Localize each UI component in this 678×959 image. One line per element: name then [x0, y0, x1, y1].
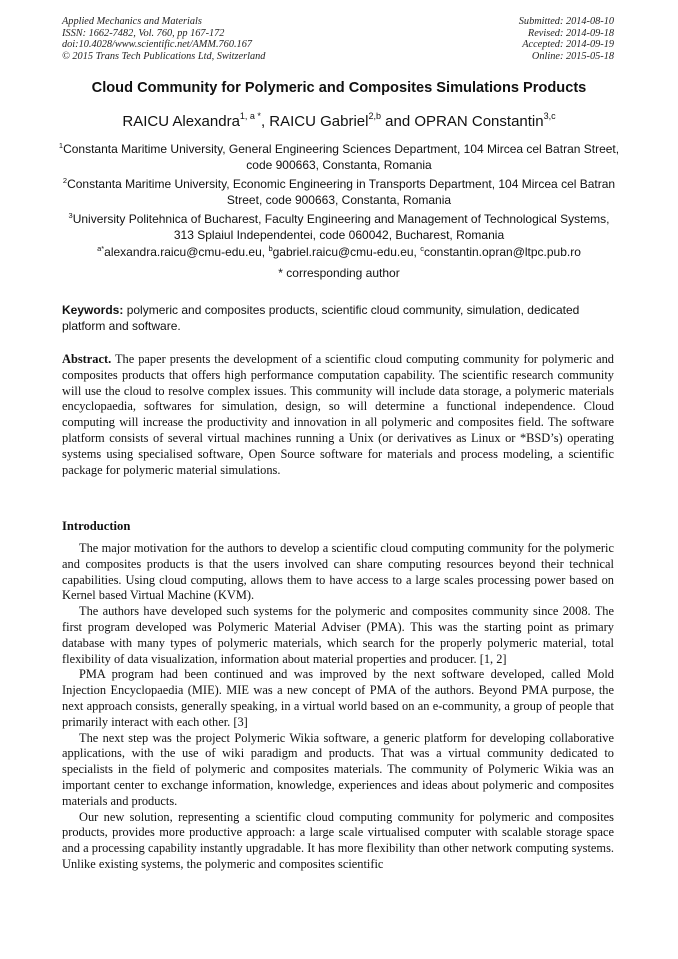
introduction-body — [62, 541, 614, 873]
date-submitted: Submitted: 2014-08-10 — [518, 16, 614, 27]
affiliation — [58, 173, 620, 208]
affiliation-number: 2 — [62, 176, 68, 185]
author-affil-mark: 2,b — [368, 111, 381, 121]
email-separator: , — [261, 245, 269, 259]
keywords-text: polymeric and composites products, scientific cloud community, simulation, dedicated platform and software. — [62, 303, 580, 333]
abstract-text: The paper presents the development of a scientific cloud computing community for polymeric and composites products that offers high performance computation capability. The scientific research community will use the cloud to resolve complex issues. This community will include data storage, a polymeric materials encyclopaedia, softwares for simulation, design, so will determine a functional independence. Cloud computing will increase the productivity and innovation in all polymeric and composites field. The software platform consists of several virtual machines running a Unix (or derivatives as Linux or *BSD’s) operating systems using specialised software, Open Source software for materials and process modeling, a scientific package for polymeric material simulations. — [62, 352, 614, 477]
affiliation-number: 1 — [58, 141, 64, 150]
email-mark: c — [420, 244, 424, 253]
author-emails — [40, 244, 638, 259]
date-accepted: Accepted: 2014-09-19 — [522, 39, 614, 51]
author-separator: and — [381, 113, 415, 130]
email-link[interactable]: alexandra.raicu@cmu-edu.eu — [104, 245, 262, 259]
corresponding-author-note: * corresponding author — [278, 266, 400, 280]
author-list — [40, 112, 638, 130]
affiliation-text: Constanta Maritime University, General Engineering Sciences Department, 104 Mircea cel Batran Street, code 900663, Constanta, Romania — [63, 142, 620, 172]
author-name: OPRAN Constantin — [414, 113, 544, 130]
affiliation — [58, 138, 620, 173]
email-link[interactable]: gabriel.raicu@cmu-edu.eu — [272, 245, 414, 259]
paragraph: The authors have developed such systems for the polymeric and composites community since 2008. The first program developed was Polymeric Material Adviser (PMA). This was the starting point as primary database with many types of polymeric materials, which search for the properly polymeric material, total flexibility of data visualization, information about material properties and producer. [1, 2] — [62, 604, 614, 666]
journal-copyright: © 2015 Trans Tech Publications Ltd, Switzerland — [62, 50, 266, 62]
keywords — [62, 302, 614, 334]
affiliation-text: Constanta Maritime University, Economic Engineering in Transports Department, 104 Mircea cel Batran Street, code 900663, Constanta, Romania — [67, 177, 616, 207]
paper-title: Cloud Community for Polymeric and Composites Simulations Products — [91, 80, 587, 96]
email-link[interactable]: constantin.opran@ltpc.pub.ro — [423, 245, 581, 259]
affiliation — [58, 208, 620, 243]
journal-header-right — [519, 16, 614, 62]
author-affil-mark: 1, a * — [239, 111, 261, 121]
paragraph: Our new solution, representing a scientific cloud computing community for polymeric and composites products, provides more productive approach: a large scale virtualised computer with scalable storage space and a processing capability instantly upgradable. It has more flexibility than other network computing systems. Unlike existing systems, the polymeric and composites scientific — [62, 809, 614, 871]
author-name: RAICU Gabriel — [269, 113, 369, 130]
keywords-label: Keywords: — [62, 303, 124, 317]
section-heading: Introduction — [62, 519, 131, 533]
abstract-label: Abstract. — [62, 352, 112, 366]
author-affil-mark: 3,c — [543, 111, 556, 121]
affiliation-text: University Politehnica of Bucharest, Faculty Engineering and Management of Technological Systems, 313 Splaiul Independentei, code 060042, Bucharest, Romania — [72, 212, 610, 242]
journal-doi: doi:10.4028/www.scientific.net/AMM.760.167 — [62, 39, 252, 51]
email-mark: a* — [97, 244, 105, 253]
journal-name: Applied Mechanics and Materials — [62, 16, 202, 27]
date-revised: Revised: 2014-09-18 — [527, 27, 614, 39]
affiliation-number: 3 — [68, 211, 73, 220]
journal-header-left — [62, 16, 265, 62]
paragraph: The next step was the project Polymeric Wikia software, a generic platform for developing collaborative applications, with the use of wiki paradigm and products. That was a virtual community dedicated to specialists in the field of polymeric and composites materials. The community of Polymeric Wikia was an important center to exchange information, knowledge, experiences and ideas about polymeric and composites materials and products. — [62, 730, 614, 808]
email-mark: b — [268, 244, 273, 253]
date-online: Online: 2015-05-18 — [531, 50, 614, 62]
author-name: RAICU Alexandra — [122, 113, 240, 130]
paragraph: PMA program had been continued and was improved by the next software developed, called Mold Injection Encyclopaedia (MIE). MIE was a new concept of PMA of the authors. Beyond PMA purpose, the next approach consists, generally speaking, in a virtual world based on an e-community, a group of people that primarily interact with each other. [3] — [62, 667, 614, 729]
email-separator: , — [413, 245, 421, 259]
paragraph: The major motivation for the authors to develop a scientific cloud computing community for the polymeric and composites products is that the users involved can share computing resources beyond their technical capabilities. Using cloud computing, allows them to have access to a large scales processing power based on Kernel based Virtual Machine (KVM). — [62, 541, 614, 603]
author-separator: , — [260, 113, 270, 130]
abstract — [62, 352, 614, 478]
journal-issn: ISSN: 1662-7482, Vol. 760, pp 167-172 — [62, 27, 225, 39]
